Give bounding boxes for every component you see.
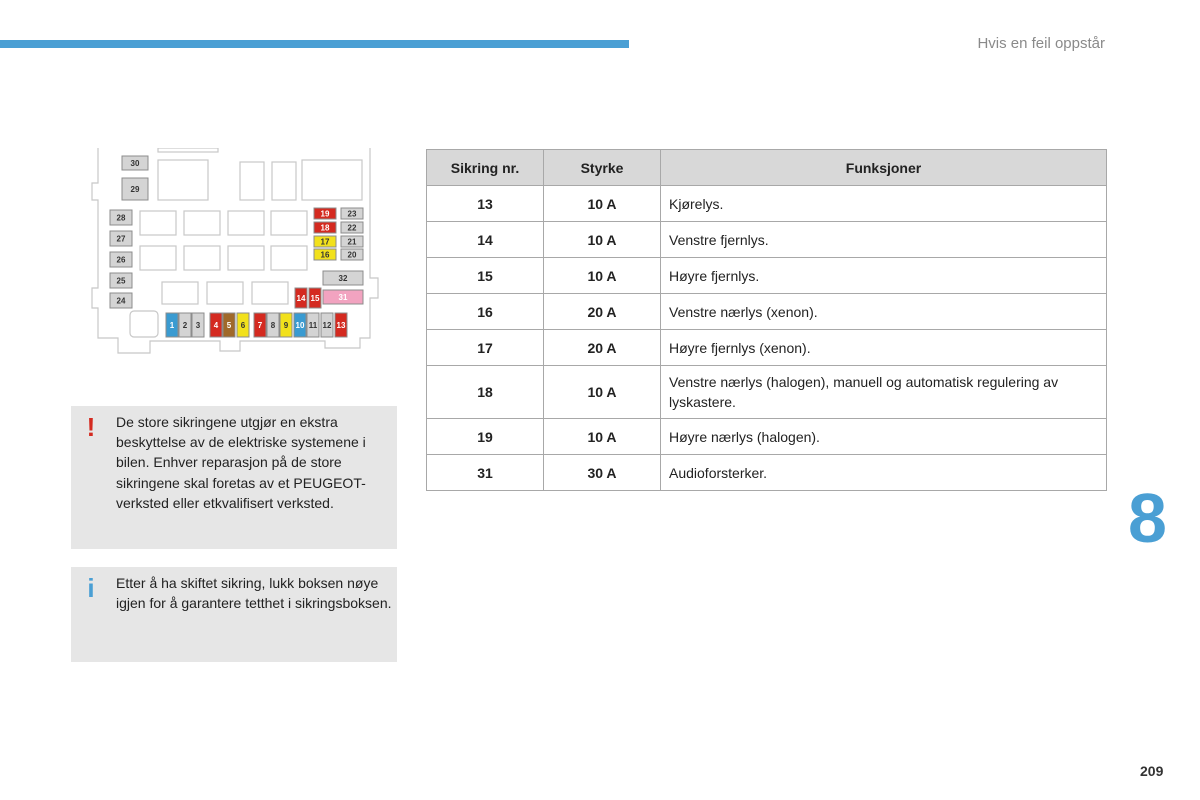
svg-text:21: 21 bbox=[347, 237, 357, 247]
warning-note bbox=[71, 406, 397, 549]
strength-cell: 30 A bbox=[544, 455, 661, 491]
fuse-table bbox=[426, 149, 1107, 491]
diagram-fuse-13 bbox=[335, 313, 347, 337]
svg-text:8: 8 bbox=[270, 321, 276, 330]
diagram-fuse-28 bbox=[110, 210, 132, 225]
svg-text:10: 10 bbox=[295, 321, 305, 330]
diagram-fuse-8 bbox=[267, 313, 279, 337]
page-number: 209 bbox=[1140, 763, 1164, 779]
svg-text:13: 13 bbox=[336, 321, 346, 330]
function-cell: Høyre fjernlys. bbox=[661, 258, 1107, 294]
fuse-number-cell: 31 bbox=[427, 455, 544, 491]
section-title: Hvis en feil oppstår bbox=[977, 35, 1105, 52]
diagram-fuse-27 bbox=[110, 231, 132, 246]
strength-cell: 10 A bbox=[544, 419, 661, 455]
table-row bbox=[427, 258, 1107, 294]
diagram-fuse-25 bbox=[110, 273, 132, 288]
svg-text:2: 2 bbox=[182, 321, 188, 330]
warning-note-text: De store sikringene utgjør en ekstra beskyttelse av de elektriske systemene i bilen. Enhver reparasjon på de store sikringene skal foretas av et PEUGEOT-verksted eller etkvalifisert verksted. bbox=[116, 414, 366, 511]
table-row bbox=[427, 186, 1107, 222]
diagram-fuse-18 bbox=[314, 222, 336, 233]
svg-text:15: 15 bbox=[310, 294, 320, 303]
svg-text:27: 27 bbox=[116, 234, 126, 244]
diagram-fuse-29 bbox=[122, 178, 148, 200]
svg-text:3: 3 bbox=[195, 321, 201, 330]
fuse-number-cell: 14 bbox=[427, 222, 544, 258]
svg-text:30: 30 bbox=[130, 159, 140, 168]
diagram-fuse-7 bbox=[254, 313, 266, 337]
diagram-fuse-17 bbox=[314, 236, 336, 247]
svg-text:28: 28 bbox=[116, 213, 126, 223]
svg-text:11: 11 bbox=[308, 321, 318, 330]
diagram-fuse-2 bbox=[179, 313, 191, 337]
fuse-number-cell: 18 bbox=[427, 366, 544, 419]
svg-text:22: 22 bbox=[347, 223, 357, 233]
function-cell: Audioforsterker. bbox=[661, 455, 1107, 491]
function-cell: Venstre nærlys (xenon). bbox=[661, 294, 1107, 330]
diagram-fuse-3 bbox=[192, 313, 204, 337]
function-cell: Venstre nærlys (halogen), manuell og automatisk regulering av lyskastere. bbox=[661, 366, 1107, 419]
strength-cell: 10 A bbox=[544, 222, 661, 258]
diagram-fuse-10 bbox=[294, 313, 306, 337]
chapter-number: 8 bbox=[1128, 479, 1167, 557]
column-header-strength: Styrke bbox=[544, 150, 661, 186]
diagram-fuse-26 bbox=[110, 252, 132, 267]
svg-text:17: 17 bbox=[320, 237, 330, 247]
diagram-fuse-22 bbox=[341, 222, 363, 233]
svg-text:5: 5 bbox=[226, 321, 232, 330]
diagram-fuse-21 bbox=[341, 236, 363, 247]
diagram-fuse-14 bbox=[295, 288, 307, 308]
svg-text:29: 29 bbox=[130, 185, 140, 194]
diagram-fuse-30 bbox=[122, 156, 148, 170]
svg-text:23: 23 bbox=[347, 209, 357, 219]
exclamation-icon: ! bbox=[86, 412, 96, 442]
header-accent-bar bbox=[0, 40, 629, 48]
svg-text:12: 12 bbox=[322, 321, 332, 330]
table-row bbox=[427, 330, 1107, 366]
svg-text:24: 24 bbox=[116, 296, 126, 306]
svg-text:26: 26 bbox=[116, 255, 126, 265]
table-row bbox=[427, 455, 1107, 491]
diagram-fuse-24 bbox=[110, 293, 132, 308]
svg-text:32: 32 bbox=[338, 274, 348, 283]
diagram-fuse-16 bbox=[314, 249, 336, 260]
diagram-fuse-19 bbox=[314, 208, 336, 219]
function-cell: Kjørelys. bbox=[661, 186, 1107, 222]
fuse-box-diagram bbox=[90, 148, 380, 363]
diagram-fuse-20 bbox=[341, 249, 363, 260]
svg-text:1: 1 bbox=[169, 321, 175, 330]
diagram-fuse-1 bbox=[166, 313, 178, 337]
diagram-fuse-4 bbox=[210, 313, 222, 337]
table-row bbox=[427, 419, 1107, 455]
svg-text:4: 4 bbox=[213, 321, 219, 330]
column-header-functions: Funksjoner bbox=[661, 150, 1107, 186]
strength-cell: 10 A bbox=[544, 366, 661, 419]
table-header-row bbox=[427, 150, 1107, 186]
diagram-fuse-9 bbox=[280, 313, 292, 337]
svg-text:9: 9 bbox=[283, 321, 289, 330]
svg-text:20: 20 bbox=[347, 250, 357, 260]
strength-cell: 10 A bbox=[544, 186, 661, 222]
fuse-number-cell: 15 bbox=[427, 258, 544, 294]
table-row bbox=[427, 294, 1107, 330]
diagram-fuse-6 bbox=[237, 313, 249, 337]
table-row bbox=[427, 222, 1107, 258]
function-cell: Høyre nærlys (halogen). bbox=[661, 419, 1107, 455]
fuse-number-cell: 19 bbox=[427, 419, 544, 455]
svg-text:19: 19 bbox=[320, 209, 330, 219]
svg-text:18: 18 bbox=[320, 223, 330, 233]
info-note-text: Etter å ha skiftet sikring, lukk boksen nøye igjen for å garantere tetthet i sikringsboksen. bbox=[116, 575, 392, 612]
diagram-fuse-15 bbox=[309, 288, 321, 308]
function-cell: Venstre fjernlys. bbox=[661, 222, 1107, 258]
info-note bbox=[71, 567, 397, 662]
strength-cell: 10 A bbox=[544, 258, 661, 294]
svg-text:25: 25 bbox=[116, 276, 126, 286]
svg-text:6: 6 bbox=[240, 321, 246, 330]
diagram-fuse-31 bbox=[323, 290, 363, 304]
diagram-fuse-11 bbox=[307, 313, 319, 337]
diagram-fuse-12 bbox=[321, 313, 333, 337]
function-cell: Høyre fjernlys (xenon). bbox=[661, 330, 1107, 366]
svg-text:7: 7 bbox=[257, 321, 263, 330]
table-row bbox=[427, 366, 1107, 419]
info-icon: i bbox=[87, 573, 95, 603]
fuse-number-cell: 17 bbox=[427, 330, 544, 366]
diagram-fuse-23 bbox=[341, 208, 363, 219]
diagram-fuse-5 bbox=[223, 313, 235, 337]
svg-text:14: 14 bbox=[296, 294, 306, 303]
diagram-fuse-32 bbox=[323, 271, 363, 285]
svg-text:16: 16 bbox=[320, 250, 330, 260]
fuse-number-cell: 13 bbox=[427, 186, 544, 222]
svg-text:31: 31 bbox=[338, 293, 348, 302]
strength-cell: 20 A bbox=[544, 294, 661, 330]
column-header-fuse-number: Sikring nr. bbox=[427, 150, 544, 186]
strength-cell: 20 A bbox=[544, 330, 661, 366]
fuse-number-cell: 16 bbox=[427, 294, 544, 330]
